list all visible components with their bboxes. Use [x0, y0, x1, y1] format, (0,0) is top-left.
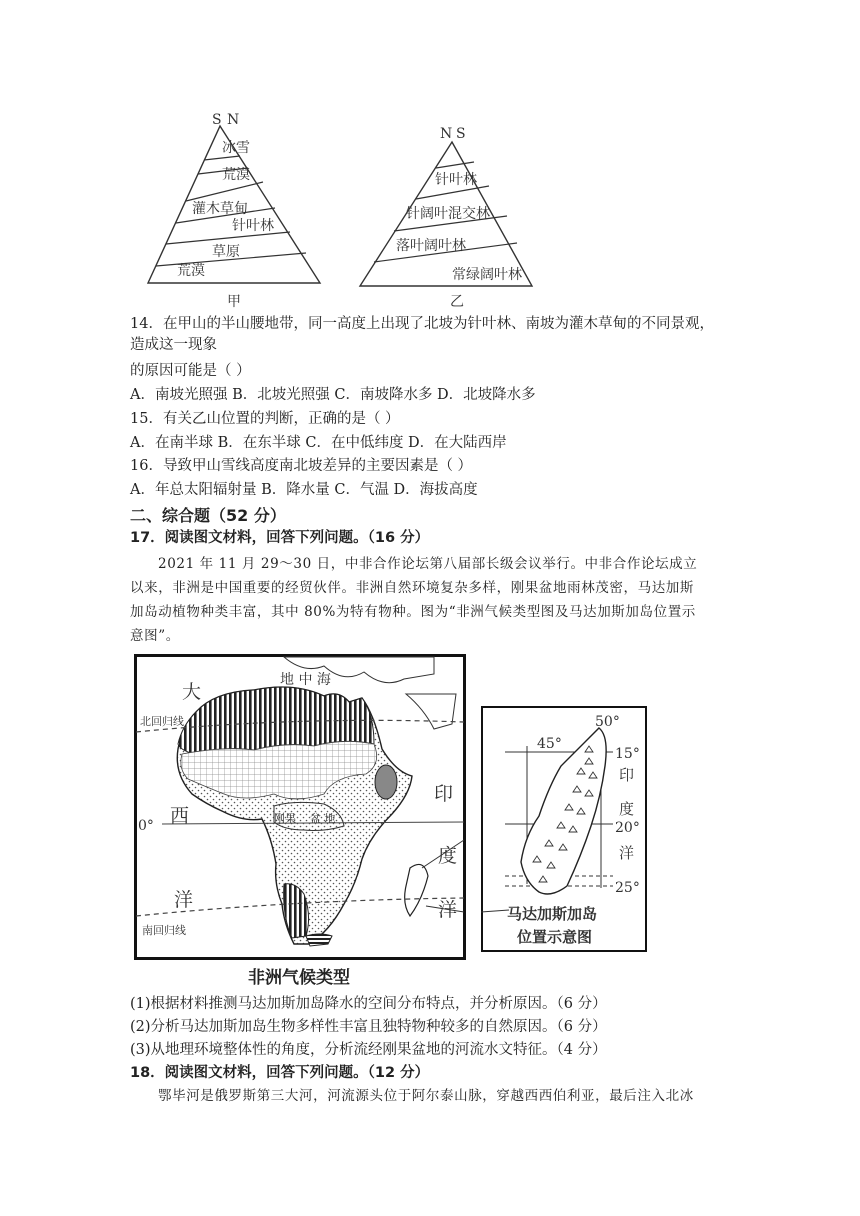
- q14-line-2: 造成这一现象: [130, 337, 217, 353]
- q16-options: A．年总太阳辐射量 B．降水量 C．气温 D．海拔高度: [130, 482, 478, 498]
- jia-zone-guanmu: 灌木草甸: [192, 201, 248, 217]
- map-label-xi: 西: [170, 805, 190, 827]
- africa-climate-map: [134, 654, 466, 960]
- mountain-yi-diagram: [352, 122, 552, 308]
- inset-lon-45: 45°: [537, 736, 562, 752]
- yi-zone-zhenyelin: 针叶林: [435, 172, 477, 188]
- map-label-tropic-capricorn: 南回归线: [142, 924, 186, 937]
- map-label-yin: 印: [434, 783, 454, 805]
- jia-dir-right: N: [227, 112, 240, 128]
- inset-ocean-du: 度: [619, 800, 635, 818]
- map-label-tropic-cancer: 北回归线: [140, 715, 184, 728]
- map-label-du: 度: [438, 845, 458, 867]
- q17-para-line-1: 2021 年 11 月 29～30 日，中非合作论坛第八届部长级会议举行。中非合作论坛成立: [158, 556, 698, 572]
- jia-name: 甲: [227, 294, 241, 308]
- jia-dir-left: S: [212, 112, 222, 128]
- q16-stem: 16．导致甲山雪线高度南北坡差异的主要因素是（ ）: [130, 458, 473, 474]
- map-label-basin: 盆 地: [310, 812, 336, 825]
- inset-lat-20: 20°: [615, 820, 640, 836]
- inset-lat-15: 15°: [615, 746, 640, 762]
- q18-title: 18．阅读图文材料，回答下列问题。（12 分）: [130, 1065, 430, 1081]
- yi-name: 乙: [450, 294, 464, 308]
- yi-dir-right: S: [456, 126, 466, 142]
- yi-zone-changlv: 常绿阔叶林: [452, 267, 522, 283]
- map-label-equator: 0°: [138, 818, 154, 834]
- map-label-da: 大: [182, 681, 202, 703]
- madagascar-inset: [481, 706, 647, 952]
- yi-zone-luoye: 落叶阔叶林: [396, 238, 466, 254]
- q17-title: 17．阅读图文材料，回答下列问题。（16 分）: [130, 530, 430, 546]
- q17-sub-1: (1)根据材料推测马达加斯加岛降水的空间分布特点，并分析原因。（6 分）: [130, 996, 607, 1012]
- jia-zone-bingxue: 冰雪: [222, 140, 250, 156]
- inset-ocean-yin: 印: [619, 766, 635, 784]
- inset-title-2: 位置示意图: [517, 928, 593, 946]
- map-caption: 非洲气候类型: [248, 968, 350, 988]
- inset-lat-25: 25°: [615, 880, 640, 896]
- mountain-jia-diagram: [140, 108, 340, 308]
- q17-para-line-3: 加岛动植物种类丰富，其中 80%为特有物种。图为“非洲气候类型图及马达加斯加岛位置示: [130, 604, 696, 620]
- inset-lon-50: 50°: [595, 714, 620, 730]
- q17-para-line-4: 意图”。: [130, 628, 180, 644]
- yi-dir-left: N: [440, 126, 453, 142]
- q14-line-3: 的原因可能是（ ）: [130, 363, 251, 379]
- map-label-yang-west: 洋: [174, 889, 194, 911]
- map-label-mediterranean: 地 中 海: [280, 672, 331, 688]
- inset-title-1: 马达加斯加岛: [507, 905, 598, 923]
- q17-sub-3: (3)从地理环境整体性的角度，分析流经刚果盆地的河流水文特征。（4 分）: [130, 1042, 607, 1058]
- yi-zone-hunjiaolin: 针阔叶混交林: [406, 206, 490, 222]
- q17-para-line-2: 以来，非洲是中国重要的经贸伙伴。非洲自然环境复杂多样，刚果盆地雨林茂密，马达加斯: [130, 580, 694, 596]
- q14-options: A．南坡光照强 B．北坡光照强 C．南坡降水多 D．北坡降水多: [130, 387, 536, 403]
- jia-zone-huangmo-lower: 荒漠: [177, 263, 205, 279]
- jia-zone-zhenyelin: 针叶林: [232, 218, 274, 234]
- map-label-congo: 刚果: [274, 812, 296, 825]
- map-label-yang-east: 洋: [438, 899, 458, 921]
- q14-line-1: 14．在甲山的半山腰地带，同一高度上出现了北坡为针叶林、南坡为灌木草甸的不同景观，: [130, 316, 714, 332]
- q18-para-line-1: 鄂毕河是俄罗斯第三大河，河流源头位于阿尔泰山脉，穿越西西伯利亚，最后注入北冰: [158, 1088, 694, 1104]
- jia-zone-caoyuan: 草原: [212, 244, 240, 260]
- q17-sub-2: (2)分析马达加斯加岛生物多样性丰富且独特物种较多的自然原因。（6 分）: [130, 1019, 607, 1035]
- q15-options: A．在南半球 B．在东半球 C．在中低纬度 D．在大陆西岸: [130, 435, 507, 451]
- section-heading: 二、综合题（52 分）: [130, 506, 286, 525]
- inset-ocean-yang: 洋: [619, 844, 635, 862]
- jia-zone-huangmo-upper: 荒漠: [222, 167, 250, 183]
- q15-stem: 15．有关乙山位置的判断，正确的是（ ）: [130, 411, 400, 427]
